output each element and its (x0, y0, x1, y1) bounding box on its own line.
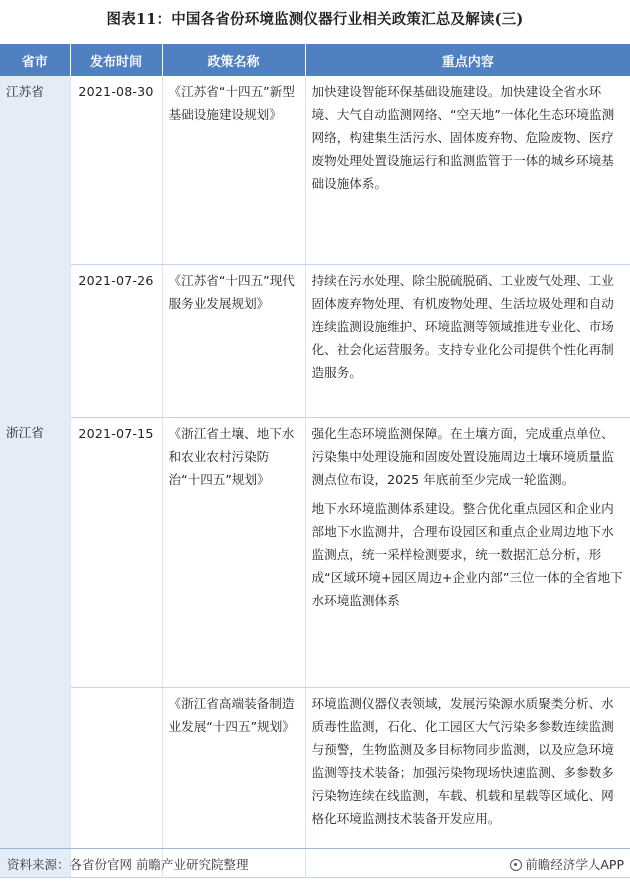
key-point-paragraph: 地下水环境监测体系建设。整合优化重点园区和企业内部地下水监测井，合理布设园区和重点企业周边地下水监测点，统一采样检测要求，统一数据汇总分析，形成“区域环境+园区周边+企业内部”三位一体的全省地下水环境监测体系 (311, 500, 623, 608)
date-cell: 2021-08-30 (70, 76, 162, 264)
table-row (0, 264, 630, 417)
column-header-province: 省市 (0, 44, 70, 76)
table-row (0, 417, 630, 687)
brand-label: 前瞻经济学人APP (525, 857, 624, 872)
key-point-paragraph: 加快建设智能环保基础设施建设。加快建设全省水环境、大气自动监测网络、“空天地”一体化生态环境监测网络，构建集生活污水、固体废弃物、危险废物、医疗废物处理处置设施运行和监测监管于一体的城乡环境基础设施体系。 (311, 84, 615, 191)
page-title: 图表11：中国各省份环境监测仪器行业相关政策汇总及解读(三) (106, 11, 524, 28)
policy-name-cell: 《浙江省土壤、地下水和农业农村污染防治“十四五”规划》 (162, 417, 305, 687)
key-points-cell (305, 264, 630, 417)
key-points-cell (305, 76, 630, 264)
column-header-policy-name: 政策名称 (162, 44, 305, 76)
key-point-paragraph: 持续在污水处理、除尘脱硫脱硝、工业废气处理、工业固体废弃物处理、有机废物处理、生活垃圾处理和自动连续监测设施维护、环境监测等领域推进专业化、市场化、社会化运营服务。支持专业化公司提供个性化再制造服务。 (311, 272, 614, 380)
table-header-row (0, 44, 630, 76)
brand-credit (510, 855, 624, 873)
province-cell: 江苏省 (0, 76, 70, 417)
qianzhan-logo-icon (510, 859, 522, 871)
date-cell: 2021-07-26 (70, 264, 162, 417)
key-point-paragraph: 环境监测仪器仪表领域，发展污染源水质聚类分析、水质毒性监测，石化、化工园区大气污染多参数连续监测与预警，生物监测及多目标物同步监测，以及应急环境监测等技术装备；加强污染物现场快速监测、多参数多污染物连续在线监测，车载、机载和星载等区域化、网格化环境监测技术装备开发应用。 (311, 695, 614, 826)
column-header-date: 发布时间 (70, 44, 162, 76)
policy-name-cell: 《浙江省高端装备制造业发展“十四五”规划》 (162, 687, 305, 877)
date-cell: 2021-07-15 (70, 417, 162, 687)
footer-divider (0, 848, 630, 849)
policy-table (0, 44, 630, 878)
policy-name-cell: 《江苏省“十四五”现代服务业发展规划》 (162, 264, 305, 417)
column-header-key-points: 重点内容 (305, 44, 630, 76)
province-cell: 浙江省 (0, 417, 70, 877)
source-note: 资料来源：各省份官网 前瞻产业研究院整理 (7, 857, 249, 872)
key-points-cell (305, 417, 630, 687)
policy-name-cell: 《江苏省“十四五”新型基础设施建设规划》 (162, 76, 305, 264)
footer (0, 852, 630, 876)
table-row (0, 76, 630, 264)
key-point-paragraph: 强化生态环境监测保障。在土壤方面，完成重点单位、污染集中处理设施和固废处置设施周边土壤环境质量监测点位布设，2025 年底前至少完成一轮监测。 (311, 425, 614, 487)
